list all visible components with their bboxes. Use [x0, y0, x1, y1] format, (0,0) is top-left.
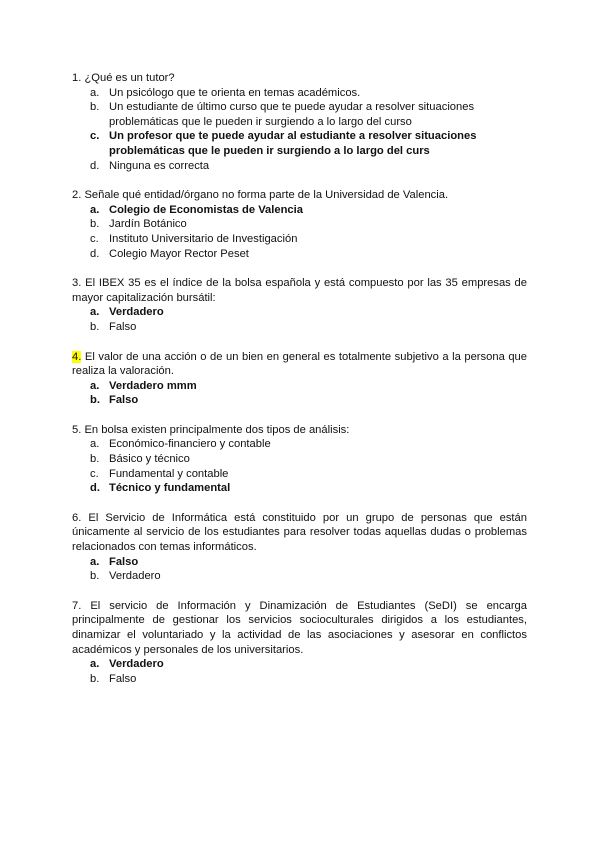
question-number: 5. [72, 423, 82, 436]
question-text: 7. El servicio de Información y Dinamización de Estudiantes (SeDI) se encarga principalmente de gestionar los servicios socioculturales dirigidos a los estudiantes, dinamizar el voluntariado y la actividad de las asociaciones y asesorar en conflictos académicos y personales de los universitarios. [72, 599, 528, 656]
options-list [72, 379, 527, 408]
question-number: 3. [72, 277, 82, 290]
option-b: b. Falso [90, 672, 137, 685]
option-b: b. Falso [90, 394, 139, 407]
option-d: d. Técnico y fundamental [90, 482, 231, 495]
option-a: a. Económico-financiero y contable [90, 438, 271, 451]
option-a: a. Verdadero [90, 658, 164, 671]
option-c: c. Instituto Universitario de Investigación [90, 232, 298, 245]
option-a: a. Colegio de Economistas de Valencia [90, 203, 303, 216]
question-1 [72, 71, 527, 173]
option-b: b. Verdadero [90, 570, 161, 583]
option-d: d. Ninguna es correcta [90, 159, 210, 172]
option-c: c. Fundamental y contable [90, 467, 229, 480]
option-d: d. Colegio Mayor Rector Peset [90, 247, 249, 260]
question-4 [72, 350, 527, 408]
options-list [72, 203, 527, 261]
option-b: b. Falso [90, 320, 137, 333]
option-a: a. Verdadero mmm [90, 379, 197, 392]
question-number: 6. [72, 511, 82, 524]
question-number: 2. [72, 189, 82, 202]
question-6 [72, 511, 527, 584]
option-b: b. Jardín Botánico [90, 218, 187, 231]
question-7 [72, 599, 527, 687]
question-text: 6. El Servicio de Informática está constituido por un grupo de personas que están únicamente al servicio de los estudiantes para resolver todas aquellas dudas o problemas relacionados con temas informáticos. [72, 511, 527, 554]
question-text: 4. El valor de una acción o de un bien en general es totalmente subjetivo a la persona que realiza la valoración. [72, 350, 527, 378]
option-a: a. Un psicólogo que te orienta en temas académicos. [90, 86, 361, 99]
question-text: 5. En bolsa existen principalmente dos tipos de análisis: [72, 423, 350, 436]
option-a: a. Falso [90, 555, 139, 568]
option-a: a. Verdadero [90, 306, 164, 319]
question-number: 7. [72, 599, 82, 612]
option-b: b. Un estudiante de último curso que te puede ayudar a resolver situaciones problemáticas que le pueden ir surgiendo a lo largo del curso [90, 101, 475, 128]
option-c: c. Un profesor que te puede ayudar al estudiante a resolver situaciones problemáticas que le pueden ir surgiendo a lo largo del curs [90, 130, 477, 157]
options-list [72, 305, 527, 334]
question-number: 1. [72, 72, 82, 84]
document-page [72, 71, 527, 701]
question-text: 2. Señale qué entidad/órgano no forma parte de la Universidad de Valencia. [72, 189, 449, 202]
options-list [72, 657, 527, 686]
options-list [72, 437, 527, 495]
question-5 [72, 423, 527, 496]
option-b: b. Básico y técnico [90, 453, 190, 466]
options-list [72, 86, 527, 174]
question-number-highlighted: 4. [72, 350, 82, 363]
question-text: 1. ¿Qué es un tutor? [72, 72, 175, 84]
question-text: 3. El IBEX 35 es el índice de la bolsa española y está compuesto por las 35 empresas de mayor capitalización bursátil: [72, 277, 528, 304]
options-list [72, 555, 527, 584]
question-3 [72, 276, 527, 334]
question-2 [72, 188, 527, 261]
